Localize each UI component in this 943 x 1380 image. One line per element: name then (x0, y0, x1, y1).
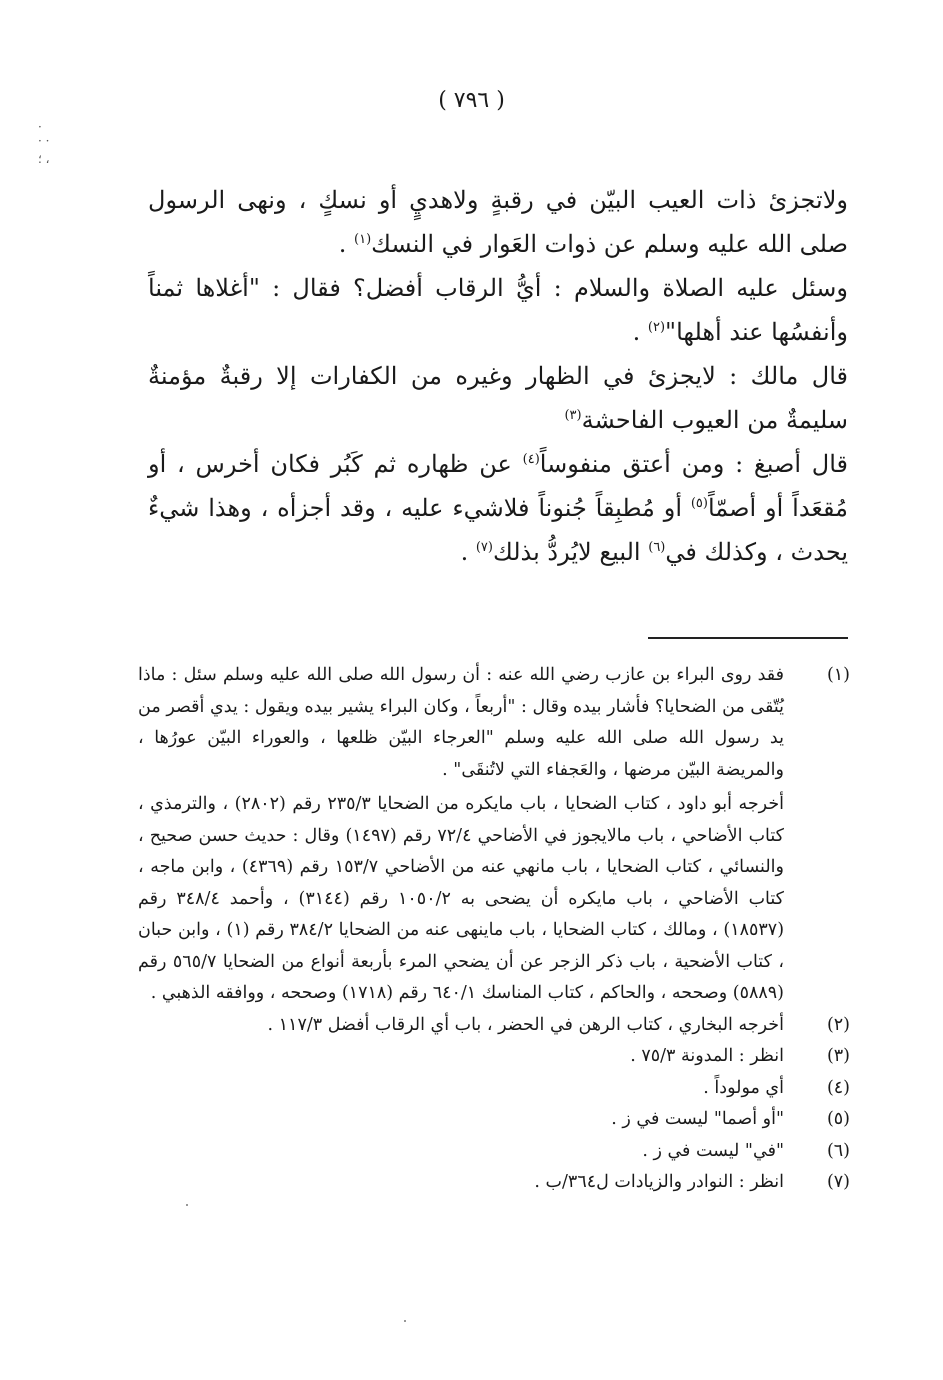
footnote-body (138, 1010, 784, 1042)
paragraph-text: قال مالك : لايجزئ في الظهار وغيره من الكفارات إلا رقبةٌ مؤمنةٌ سليمةٌ من العيوب الفاحشة (148, 362, 848, 434)
footnote-ref[interactable]: (٢) (647, 320, 666, 335)
footnote-number: (٢) (826, 1014, 850, 1035)
scan-speck (404, 1320, 406, 1322)
main-paragraph (148, 266, 848, 354)
footnote (138, 1041, 850, 1073)
scan-speck (186, 1204, 188, 1206)
footnote-number: (٦) (826, 1140, 850, 1161)
footnote-number: (٧) (826, 1172, 850, 1192)
main-paragraph (148, 178, 848, 266)
footnote-text: انظر : المدونة ٧٥/٣ . (630, 1046, 784, 1066)
paragraph-text: عن ظهاره ثم كَبُر فكان أخرس ، أو مُقعَداً أو أصمّاً (148, 450, 848, 522)
footnote-number: (٥) (826, 1109, 850, 1129)
paragraph-end: . (460, 538, 476, 566)
footnote (138, 1167, 850, 1199)
margin-mark: · · (38, 134, 50, 148)
main-text (148, 178, 848, 574)
paragraph-text: البيع لايُردُّ بذلك (492, 538, 649, 566)
footnote-body (138, 1136, 784, 1168)
footnote (138, 1136, 850, 1168)
margin-mark: · (38, 120, 42, 134)
footnote-text: انظر : النوادر والزيادات ل٣٦٤/ب . (534, 1172, 784, 1192)
footnote-body (138, 1167, 784, 1199)
paragraph-text: قال أصبغ : ومن أعتق منفوساً (539, 450, 848, 478)
paragraph-end: . (338, 230, 355, 258)
footnote (138, 1010, 850, 1042)
footnote-body (138, 1041, 784, 1073)
footnote-text: أخرجه البخاري ، كتاب الرهن في الحضر ، باب أي الرقاب أفضل ١١٧/٣ . (267, 1014, 784, 1035)
paragraph-text: وسئل عليه الصلاة والسلام : أيُّ الرقاب أفضل؟ فقال : "أغلاها ثمناً وأنفسُها عند أهلها" (148, 274, 848, 346)
footnote-text: "في" ليست في ز . (642, 1140, 784, 1161)
footnote (138, 660, 850, 1010)
page-number: ( ٧٩٦ ) (438, 88, 505, 113)
footnote-text: أي مولوداً . (703, 1077, 784, 1098)
footnote-ref[interactable]: (٤) (522, 452, 540, 467)
footnote-ref[interactable]: (٧) (475, 540, 493, 555)
margin-mark: ، ؛ (38, 152, 50, 166)
main-paragraph (148, 442, 848, 574)
footnote (138, 1073, 850, 1105)
footnote-number: (١) (826, 665, 850, 685)
paragraph-end: . (632, 318, 648, 346)
paragraph-text: ولاتجزئ ذات العيب البيّن في رقبةٍ ولاهديٍ أو نسكٍ ، ونهى الرسول صلى الله عليه وسلم عن ذوات العَوار في النسك (148, 186, 848, 258)
footnote-number: (٤) (826, 1077, 850, 1098)
footnote-separator (648, 637, 848, 639)
footnote-ref[interactable]: (٥) (690, 496, 708, 511)
footnote-body (138, 1104, 784, 1136)
footnote-text: فقد روى البراء بن عازب رضي الله عنه : أن رسول الله صلى الله عليه وسلم سئل : ماذا يُتّقى من الضحايا؟ فأشار بيده وقال : "أربعاً ، وكان البراء يشير بيده ويقول : يدي أقصر من يد رسول الله صلى الله عليه وسلم "العرجاء البيّن ظلعها ، والعوراء البيّن عورُها ، والمريضة البيّن مرضها ، والعَجفاء التي لاتُنقَى" . (138, 665, 784, 780)
footnote-ref[interactable]: (٣) (564, 408, 582, 423)
footnote (138, 1104, 850, 1136)
footnote-number: (٣) (826, 1046, 850, 1066)
footnotes (138, 660, 850, 1199)
footnote-ref[interactable]: (٦) (648, 540, 666, 555)
footnote-text: "أو أصما" ليست في ز . (611, 1109, 784, 1129)
footnote-body (138, 660, 784, 1010)
footnote-text: أخرجه أبو داود ، كتاب الضحايا ، باب مايكره من الضحايا ٢٣٥/٣ رقم (٢٨٠٢) ، والترمذي ، كتاب الأضاحي ، باب مالايجوز في الأضاحي ٧٢/٤ رقم (١٤٩٧) وقال : حديث حسن صحيح ، والنسائي ، كتاب الضحايا ، باب مانهي عنه من الأضاحي ١٥٣/٧ رقم (٤٣٦٩) ، وابن ماجه ، كتاب الأضاحي ، باب مايكره أن يضحى به ١٠٥٠/٢ رقم (٣١٤٤) ، وأحمد ٣٤٨/٤ رقم (١٨٥٣٧) ، ومالك ، كتاب الضحايا ، باب ماينهى عنه من الضحايا ٣٨٤/٢ رقم (١) ، وابن حبان ، كتاب الأضحية ، باب ذكر الزجر عن أن يضحي المرء بأربعة أنواع من الضحايا ٥٦٥/٧ رقم (٥٨٨٩) وصححه ، والحاكم ، كتاب المناسك ٦٤٠/١ رقم (١٧١٨) وصححه ، ووافقه الذهبي . (138, 794, 785, 1003)
paragraph-text: أو مُطبِقاً جُنوناً فلاشيء عليه ، وقد أجزأه ، وهذا شيءٌ يحدث ، وكذلك في (148, 494, 848, 566)
main-paragraph (148, 354, 848, 442)
footnote-ref[interactable]: (١) (354, 232, 372, 247)
footnote-body (138, 1073, 784, 1105)
